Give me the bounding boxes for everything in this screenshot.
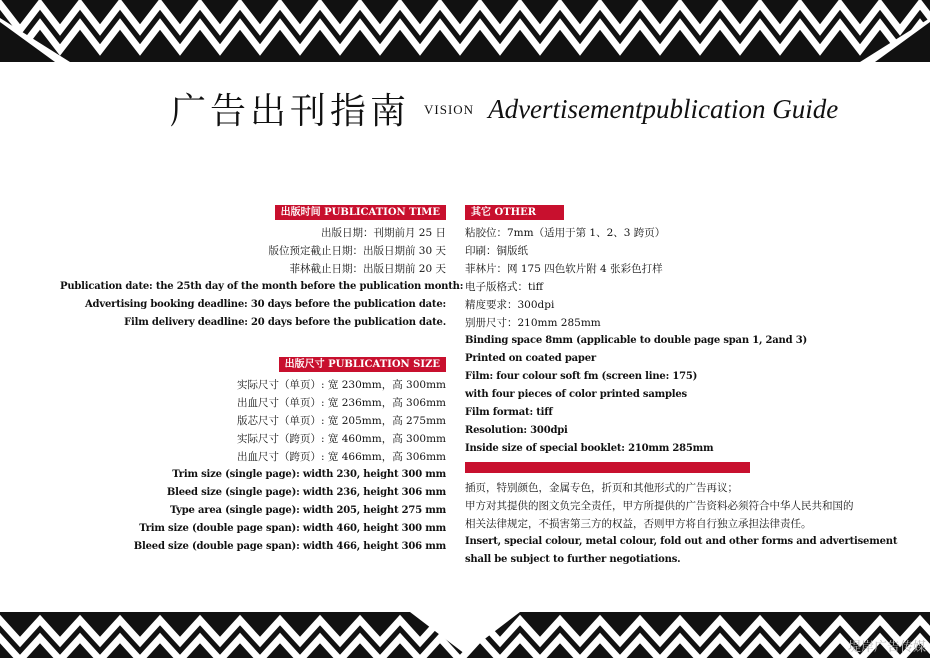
other-note-cn: 相关法律规定，不损害第三方的权益，否则甲方将自行独立承担法律责任。 bbox=[465, 518, 812, 530]
other-line-en: Binding space 8mm (applicable to double page span 1, 2and 3) bbox=[465, 335, 807, 346]
publication-time-line: 版位预定截止日期：出版日期前 30 天 bbox=[268, 245, 446, 257]
other-heading: 其它 OTHER bbox=[465, 205, 564, 220]
page-title-vision: VISION bbox=[424, 102, 475, 117]
other-note-en: shall be subject to further negotiations. bbox=[465, 554, 681, 565]
publication-time-line-en: Publication date: the 25th day of the month before the publication month: bbox=[60, 281, 464, 292]
other-line: 电子版格式：tiff bbox=[465, 281, 544, 293]
publication-time-line: 出版日期：刊期前月 25 日 bbox=[320, 227, 446, 239]
other-note-en: Insert, special colour, metal colour, fold out and other forms and advertisement bbox=[465, 536, 898, 547]
other-line-en: with four pieces of color printed samples bbox=[465, 389, 687, 400]
bottom-zigzag-pattern bbox=[0, 606, 930, 658]
other-line: 粘胶位：7mm（适用于第 1、2、3 跨页） bbox=[465, 227, 666, 239]
publication-size-line-en: Trim size (single page): width 230, height 300 mm bbox=[172, 469, 446, 480]
page-title-row bbox=[170, 82, 838, 132]
bottom-zigzag-band bbox=[0, 606, 930, 658]
top-zigzag-pattern bbox=[0, 0, 930, 62]
other-line-en: Resolution: 300dpi bbox=[465, 425, 568, 436]
page-title-cn: 广告出刊指南 bbox=[170, 91, 411, 132]
other-note-cn: 甲方对其提供的图文负完全责任，甲方所提供的广告资料必须符合中华人民共和国的 bbox=[465, 500, 854, 512]
publication-size-line-en: Bleed size (single page): width 236, height 306 mm bbox=[166, 487, 446, 498]
other-line-en: Inside size of special booklet: 210mm 285mm bbox=[465, 443, 714, 454]
red-divider-bar bbox=[465, 462, 750, 473]
other-line: 菲林片：网 175 四色软片附 4 张彩色打样 bbox=[465, 263, 663, 275]
publication-size-line: 出血尺寸（跨页）: 宽 466mm，高 306mm bbox=[237, 451, 446, 463]
publication-size-line-en: Type area (single page): width 205, height 275 mm bbox=[170, 505, 446, 516]
other-section bbox=[465, 200, 898, 569]
publication-time-section bbox=[60, 200, 464, 332]
other-line-en: Film format: tiff bbox=[465, 407, 553, 418]
publication-time-line-en: Film delivery deadline: 20 days before the publication date. bbox=[124, 317, 446, 328]
publication-time-line: 菲林截止日期：出版日期前 20 天 bbox=[289, 263, 446, 275]
watermark-text: 堤岸广告传媒 bbox=[847, 640, 926, 655]
page-title-script: Advertisementpublication Guide bbox=[488, 94, 839, 124]
other-line: 精度要求：300dpi bbox=[465, 299, 555, 311]
publication-time-heading: 出版时间 PUBLICATION TIME bbox=[275, 205, 446, 220]
top-zigzag-band bbox=[0, 0, 930, 62]
publication-size-line-en: Bleed size (double page span): width 466, height 306 mm bbox=[133, 541, 446, 552]
publication-size-line: 出血尺寸（单页）: 宽 236mm，高 306mm bbox=[237, 397, 446, 409]
publication-size-heading: 出版尺寸 PUBLICATION SIZE bbox=[279, 357, 446, 372]
other-line: 印刷：铜版纸 bbox=[465, 245, 528, 257]
other-line-en: Film: four colour soft fm (screen line: 175) bbox=[465, 371, 698, 382]
other-line-en: Printed on coated paper bbox=[465, 353, 596, 364]
other-line: 别册尺寸：210mm 285mm bbox=[465, 317, 601, 329]
publication-size-section bbox=[60, 352, 446, 556]
other-note-cn: 插页，特别颜色，金属专色，折页和其他形式的广告再议； bbox=[465, 482, 738, 494]
publication-size-line-en: Trim size (double page span): width 460, height 300 mm bbox=[139, 523, 446, 534]
publication-size-line: 版芯尺寸（单页）: 宽 205mm，高 275mm bbox=[237, 415, 446, 427]
publication-size-line: 实际尺寸（单页）: 宽 230mm，高 300mm bbox=[237, 379, 446, 391]
publication-time-line-en: Advertising booking deadline: 30 days before the publication date: bbox=[85, 299, 446, 310]
publication-size-line: 实际尺寸（跨页）: 宽 460mm，高 300mm bbox=[237, 433, 446, 445]
